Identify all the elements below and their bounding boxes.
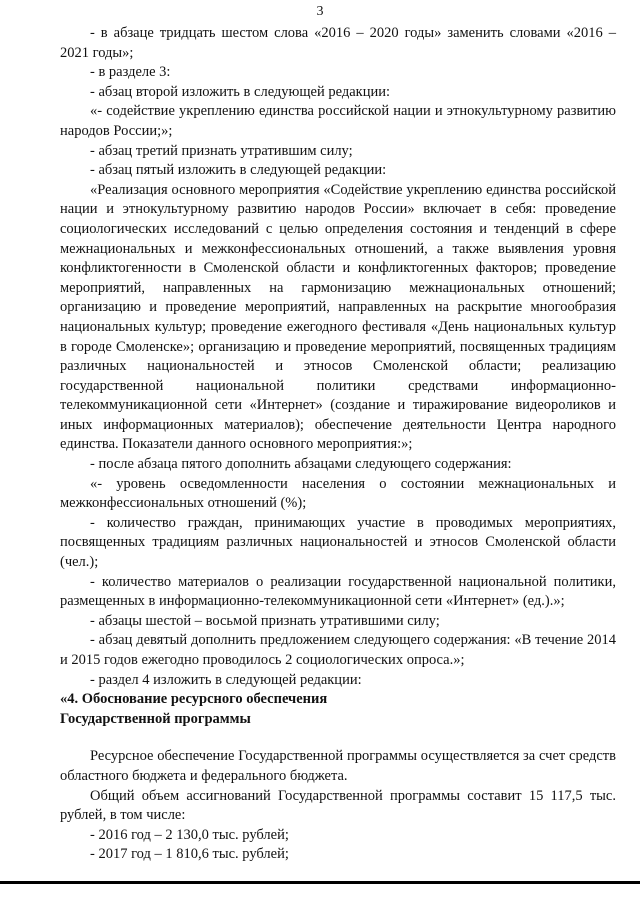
paragraph: - 2017 год – 1 810,6 тыс. рублей; xyxy=(90,846,289,863)
paragraph: - абзац третий признать утратившим силу; xyxy=(90,142,353,159)
spacer xyxy=(60,729,616,747)
paragraph: «- уровень осведомленности населения о состоянии межнациональных и межконфессиональных отношений (%); xyxy=(60,475,616,512)
paragraph: - абзацы шестой – восьмой признать утратившими силу; xyxy=(90,612,440,629)
paragraph: «Реализация основного мероприятия «Содействие укреплению единства российской нации и этнокультурному развитию народов России» включает в себя: проведение социологических исследований с целью определения состояния и тенденций в сфере межнациональных и межконфессиональных отношений, а также выявления уровня конфликтогенности в Смоленской области и конфликтогенных факторов; проведение мероприятий, направленных на гармонизацию межнациональных отношений; организацию и проведение мероприятий, направленных на раскрытие многообразия национальных культур; проведение ежегодного фестиваля «День национальных культур в городе Смоленске»; организацию и проведение мероприятий, посвященных традициям различных национальностей и этносов Смоленской области; реализацию государственной национальной политики средствами информационно-телекоммуникационной сети «Интернет» (создание и тиражирование видеороликов и иных информационных материалов); обеспечение деятельности Центра народного единства. Показатели данного основного мероприятия:»; xyxy=(60,181,616,453)
paragraph: Ресурсное обеспечение Государственной программы осуществляется за счет средств областного бюджета и федерального бюджета. xyxy=(60,748,616,784)
section-heading: «4. Обоснование ресурсного обеспечения xyxy=(60,691,328,708)
paragraph: Общий объем ассигнований Государственной программы составит 15 117,5 тыс. рублей, в том числе: xyxy=(60,787,616,824)
paragraph: - количество материалов о реализации государственной национальной политики, размещенных в информационно-телекоммуникационной сети «Интернет» (ед.).»; xyxy=(60,573,616,610)
section-heading: Государственной программы xyxy=(60,710,251,727)
paragraph: - абзац второй изложить в следующей редакции: xyxy=(90,83,391,100)
paragraph: - 2016 год – 2 130,0 тыс. рублей; xyxy=(90,826,289,843)
paragraph: - раздел 4 изложить в следующей редакции: xyxy=(90,671,362,688)
paragraph: - после абзаца пятого дополнить абзацами следующего содержания: xyxy=(90,456,512,473)
paragraph: - абзац девятый дополнить предложением следующего содержания: «В течение 2014 и 2015 годов ежегодно проводилось 2 социологических опроса.»; xyxy=(60,632,616,668)
paragraph: «- содействие укреплению единства российской нации и этнокультурному развитию народов России;»; xyxy=(60,103,616,139)
document-body xyxy=(60,24,616,865)
paragraph: - в абзаце тридцать шестом слова «2016 – 2020 годы» заменить словами «2016 – 2021 годы»; xyxy=(60,25,616,61)
paragraph: - количество граждан, принимающих участие в проводимых мероприятиях, посвященных традициям различных национальностей и этносов Смоленской области (чел.); xyxy=(60,514,616,571)
page-number: 3 xyxy=(316,4,324,19)
page-bottom-rule xyxy=(0,881,640,884)
paragraph: - абзац пятый изложить в следующей редакции: xyxy=(90,162,387,179)
paragraph: - в разделе 3: xyxy=(90,64,171,81)
